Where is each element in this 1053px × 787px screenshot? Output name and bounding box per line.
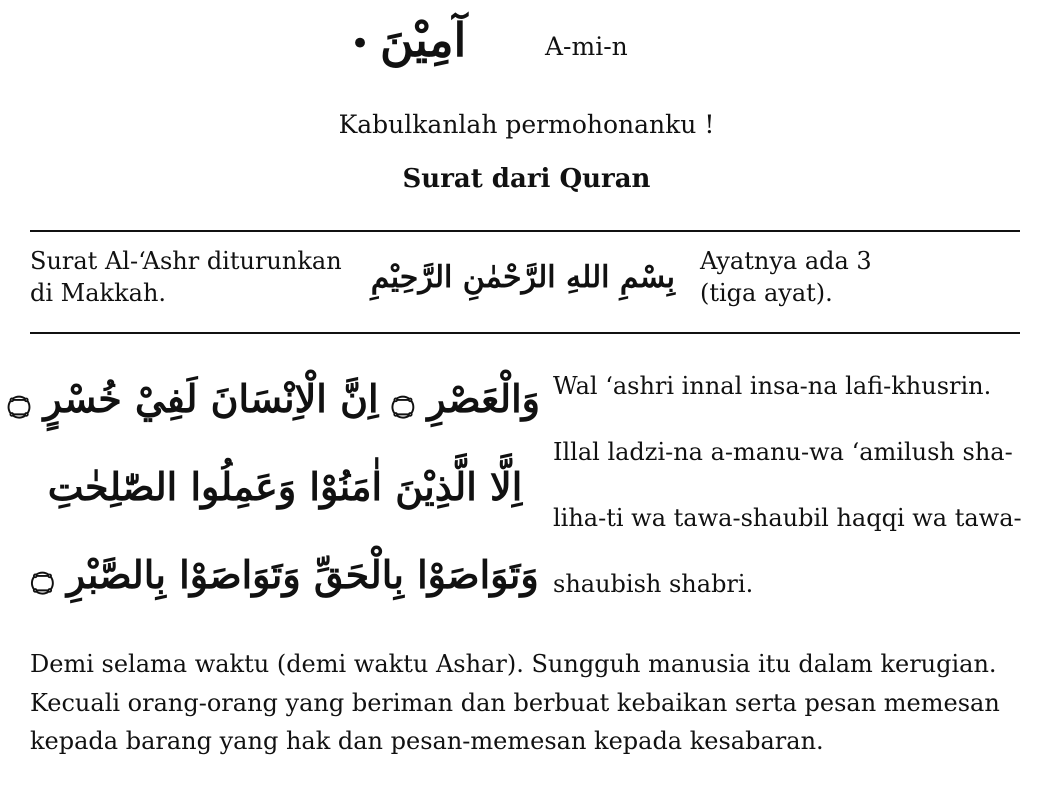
verse-count-info — [700, 245, 1020, 309]
bismillah: بِسْمِ اللهِ الرَّحْمٰنِ الرَّحِيْمِ — [370, 260, 675, 295]
revelation-info — [30, 245, 370, 309]
arabic-verse-line-2: اِلَّا الَّذِيْنَ اٰمَنُوْا وَعَمِلُوا الصّٰلِحٰتِ — [47, 464, 523, 509]
section-heading: Surat dari Quran — [402, 164, 651, 194]
meaning-line-3: kepada barang yang hak dan pesan-memesan kepada kesabaran. — [30, 727, 824, 755]
transliteration-line-4: shaubish shabri. — [553, 570, 754, 598]
meaning-line-2: Kecuali orang-orang yang beriman dan berbuat kebaikan serta pesan memesan — [30, 689, 1000, 717]
transliteration-line-3: liha-ti wa tawa-shaubil haqqi wa tawa- — [553, 504, 1022, 532]
verse-count-line-2: (tiga ayat). — [700, 279, 833, 307]
bottom-divider — [30, 332, 1020, 334]
amin-meaning: Kabulkanlah permohonanku ! — [338, 110, 715, 139]
amin-transliteration: A-mi-n — [545, 32, 628, 61]
meaning-line-1: Demi selama waktu (demi waktu Ashar). Sungguh manusia itu dalam kerugian. — [30, 650, 997, 678]
arabic-verse-line-3: وَتَوَاصَوْا بِالْحَقِّ وَتَوَاصَوْا بِالصَّبْرِ ۝ — [31, 552, 539, 597]
revelation-line-2: di Makkah. — [30, 279, 167, 307]
top-divider — [30, 230, 1020, 232]
verse-count-line-1: Ayatnya ada 3 — [700, 247, 872, 275]
transliteration-line-1: Wal ‘ashri innal insa-na lafi-khusrin. — [553, 372, 992, 400]
revelation-line-1: Surat Al-‘Ashr diturunkan — [30, 247, 342, 275]
transliteration-line-2: Illal ladzi-na a-manu-wa ‘amilush sha- — [553, 438, 1013, 466]
amin-bullet: • — [350, 24, 371, 64]
arabic-verse-line-1: وَالْعَصْرِ ۝ اِنَّ الْاِنْسَانَ لَفِيْ خُسْرٍ ۝ — [7, 376, 540, 421]
amin-arabic: آمِيْنَ — [380, 13, 467, 67]
